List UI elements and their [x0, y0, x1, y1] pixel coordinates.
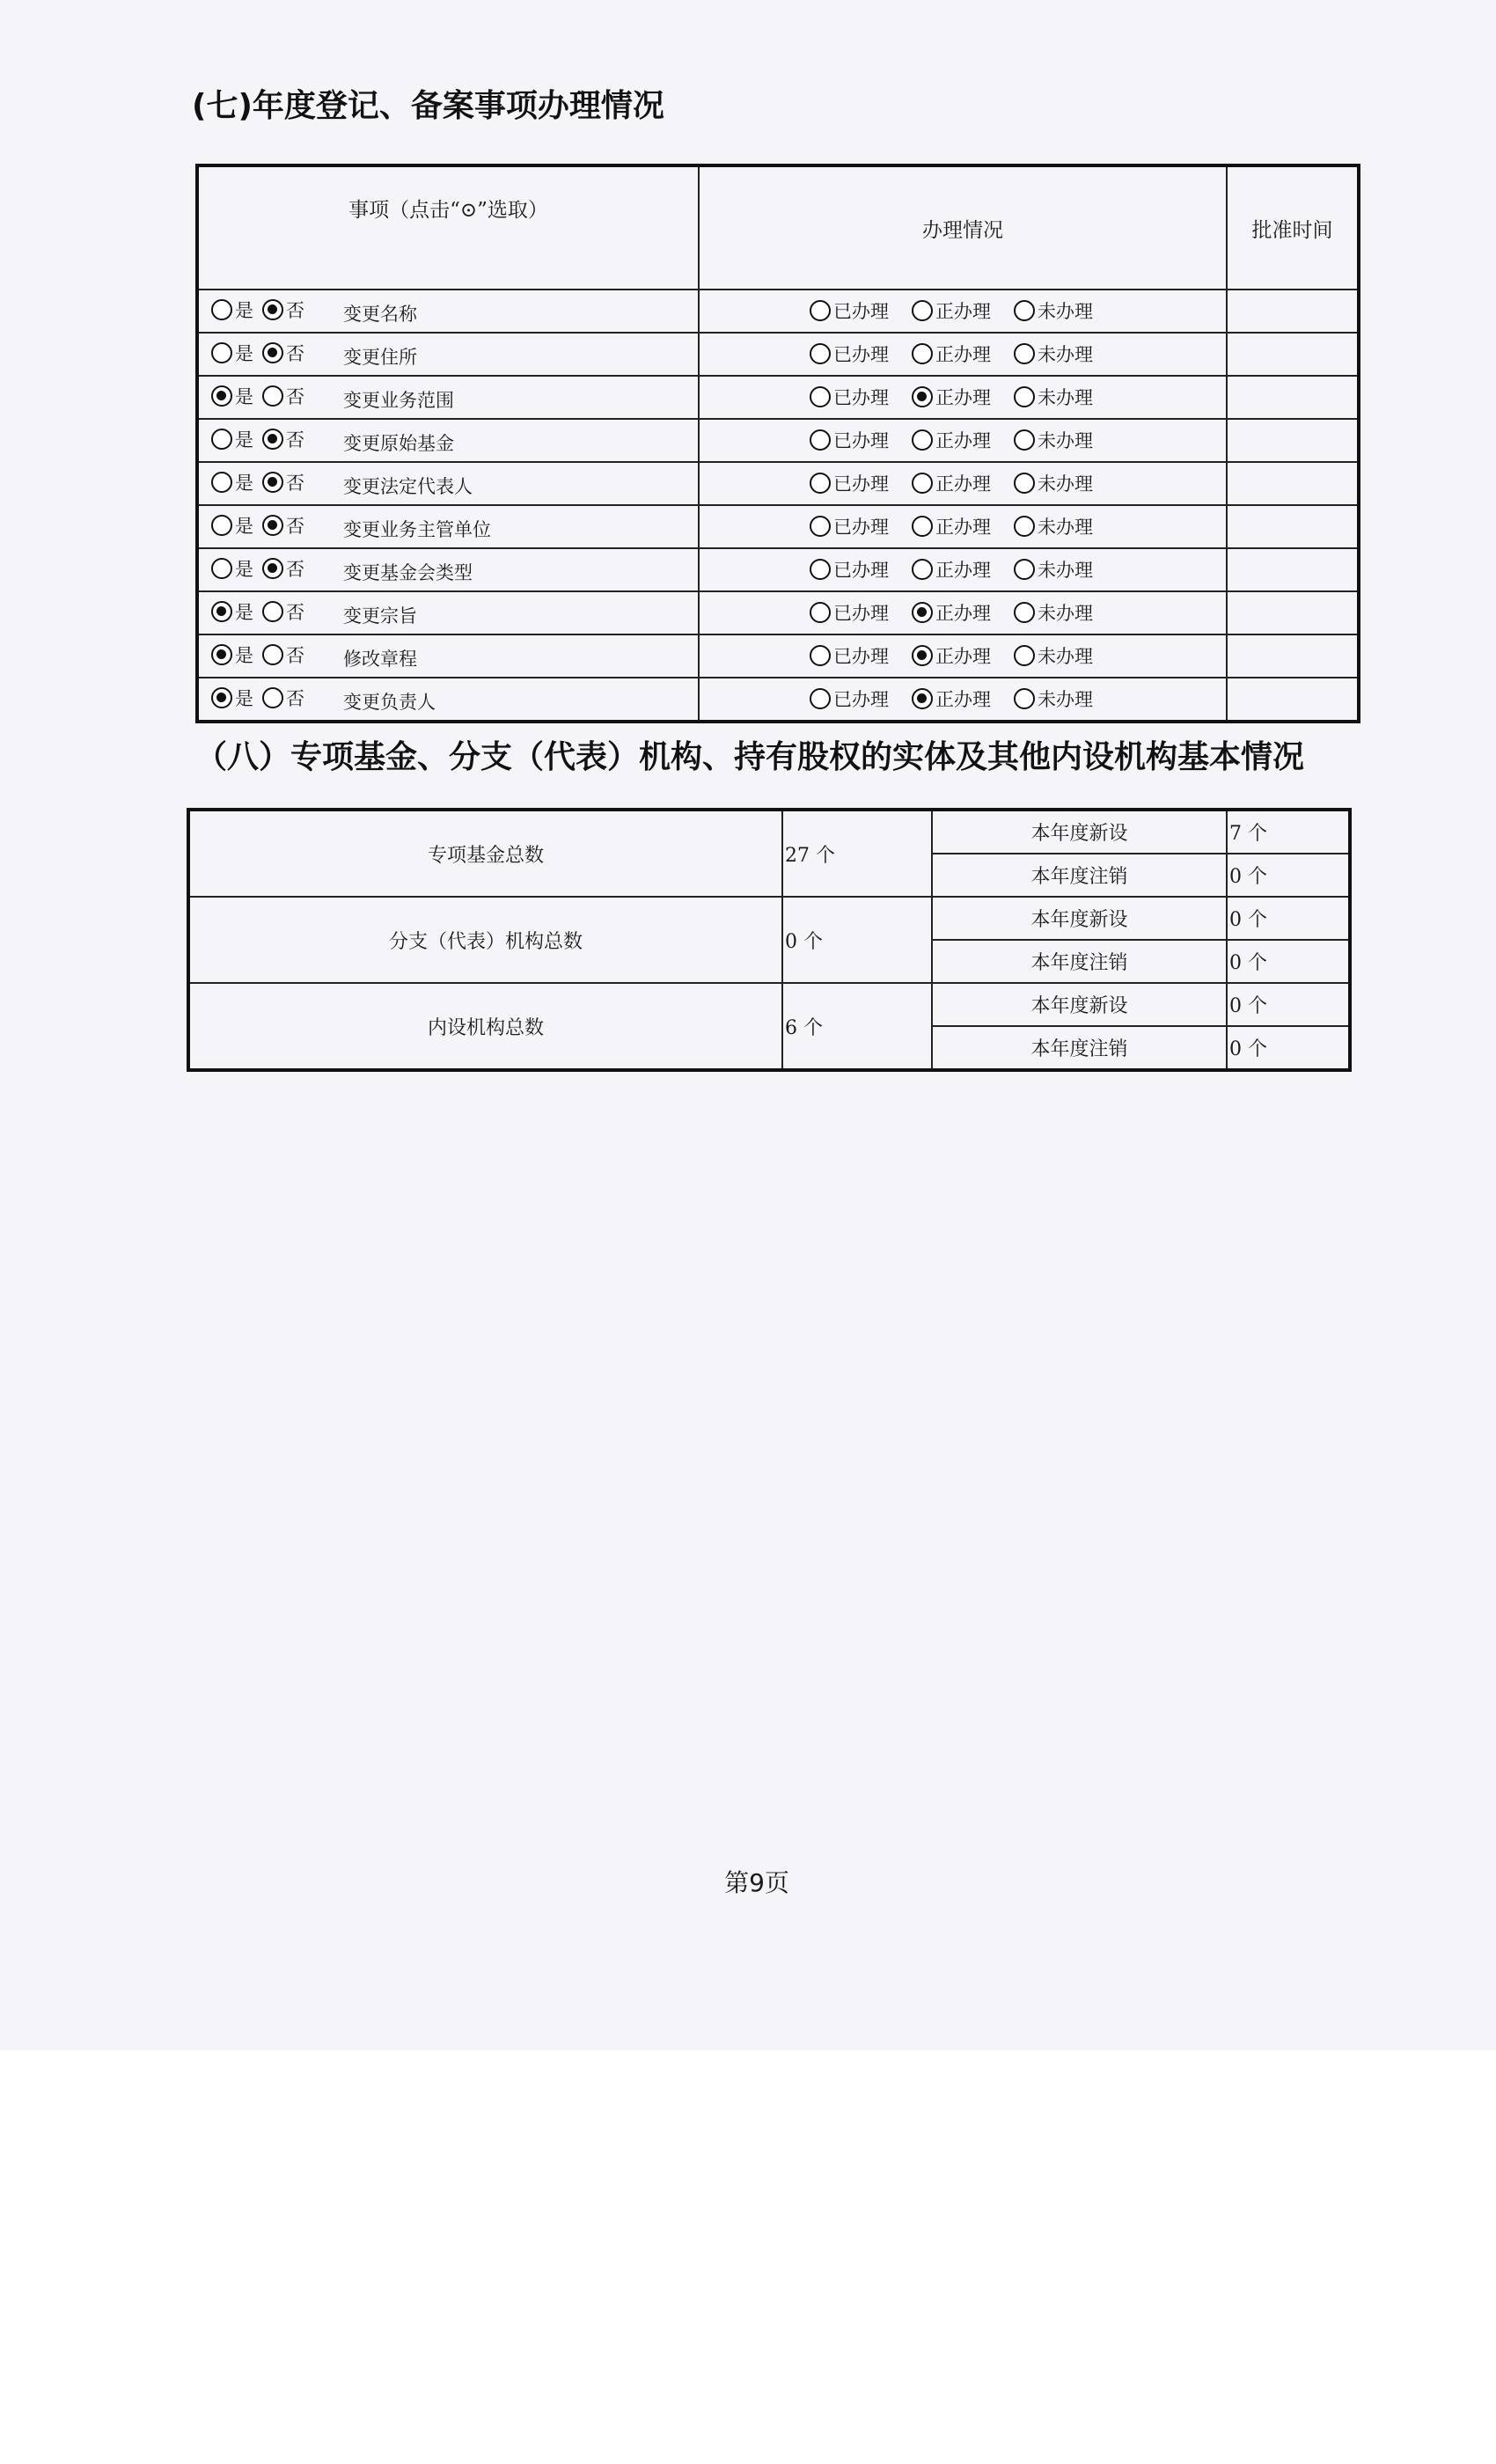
table-row — [197, 678, 1359, 722]
item-label: 变更业务主管单位 — [343, 518, 491, 540]
radio-selected-icon[interactable] — [912, 688, 933, 709]
status-in-progress-label: 正办理 — [935, 386, 991, 408]
status-done-radio[interactable] — [810, 556, 889, 583]
new-label: 本年度新设 — [932, 810, 1227, 854]
new-label: 本年度新设 — [932, 897, 1227, 940]
approval-time-cell — [1227, 462, 1359, 505]
status-not-done-radio[interactable] — [1014, 384, 1093, 410]
radio-empty-icon[interactable] — [1014, 602, 1035, 623]
radio-empty-icon[interactable] — [810, 602, 831, 623]
header-item: 事项（点击“⊙”选取） — [197, 165, 699, 290]
radio-empty-icon[interactable] — [1014, 559, 1035, 580]
radio-selected-icon[interactable] — [211, 644, 232, 665]
yes-label: 是 — [235, 299, 253, 321]
radio-empty-icon[interactable] — [211, 342, 232, 363]
item-label: 变更负责人 — [343, 691, 436, 713]
status-cell — [699, 591, 1227, 634]
yes-radio[interactable] — [211, 642, 253, 668]
radio-selected-icon[interactable] — [262, 472, 283, 493]
status-done-radio[interactable] — [810, 642, 889, 669]
radio-selected-icon[interactable] — [912, 645, 933, 666]
status-not-done-label: 未办理 — [1038, 559, 1093, 581]
no-label: 否 — [286, 515, 304, 537]
item-label: 变更业务范围 — [343, 389, 454, 411]
status-not-done-label: 未办理 — [1038, 645, 1093, 667]
item-label: 变更基金会类型 — [343, 561, 473, 583]
radio-selected-icon[interactable] — [211, 601, 232, 622]
cancel-label: 本年度注销 — [932, 940, 1227, 983]
no-radio[interactable] — [262, 469, 304, 495]
approval-time-cell — [1227, 591, 1359, 634]
approval-time-cell — [1227, 634, 1359, 678]
cancel-count: 0 个 — [1227, 940, 1350, 983]
status-in-progress-radio[interactable] — [912, 599, 991, 626]
no-radio[interactable] — [262, 297, 304, 323]
status-cell — [699, 678, 1227, 722]
no-label: 否 — [286, 687, 304, 709]
radio-empty-icon[interactable] — [912, 516, 933, 537]
approval-time-cell — [1227, 548, 1359, 591]
yes-radio[interactable] — [211, 555, 253, 582]
yes-label: 是 — [235, 601, 253, 623]
status-not-done-radio[interactable] — [1014, 427, 1093, 453]
radio-selected-icon[interactable] — [262, 299, 283, 320]
radio-selected-icon[interactable] — [262, 515, 283, 536]
yes-label: 是 — [235, 472, 253, 494]
radio-selected-icon[interactable] — [211, 687, 232, 708]
status-not-done-radio[interactable] — [1014, 513, 1093, 539]
header-status: 办理情况 — [699, 165, 1227, 290]
yes-radio[interactable] — [211, 426, 253, 452]
table-row — [197, 333, 1359, 376]
no-label: 否 — [286, 601, 304, 623]
status-not-done-label: 未办理 — [1038, 473, 1093, 495]
new-count: 0 个 — [1227, 983, 1350, 1026]
cancel-label: 本年度注销 — [932, 1026, 1227, 1070]
status-in-progress-radio[interactable] — [912, 384, 991, 410]
radio-empty-icon[interactable] — [1014, 473, 1035, 494]
group-total: 0 个 — [782, 897, 932, 983]
status-cell — [699, 290, 1227, 333]
table-row — [197, 419, 1359, 462]
status-in-progress-radio[interactable] — [912, 470, 991, 496]
status-done-radio[interactable] — [810, 470, 889, 496]
radio-empty-icon[interactable] — [211, 558, 232, 579]
radio-empty-icon[interactable] — [1014, 645, 1035, 666]
radio-empty-icon[interactable] — [912, 559, 933, 580]
item-cell — [197, 376, 699, 419]
item-label: 变更法定代表人 — [343, 475, 473, 497]
radio-empty-icon[interactable] — [1014, 516, 1035, 537]
status-in-progress-label: 正办理 — [935, 688, 991, 710]
new-count: 0 个 — [1227, 897, 1350, 940]
status-done-radio[interactable] — [810, 599, 889, 626]
radio-selected-icon[interactable] — [262, 342, 283, 363]
status-not-done-radio[interactable] — [1014, 686, 1093, 712]
status-done-label: 已办理 — [833, 559, 889, 581]
status-in-progress-radio[interactable] — [912, 297, 991, 324]
status-cell — [699, 548, 1227, 591]
yes-radio[interactable] — [211, 297, 253, 323]
radio-empty-icon[interactable] — [262, 385, 283, 407]
radio-empty-icon[interactable] — [810, 343, 831, 364]
status-in-progress-radio[interactable] — [912, 686, 991, 712]
item-label: 修改章程 — [343, 648, 417, 670]
status-not-done-radio[interactable] — [1014, 341, 1093, 367]
status-in-progress-radio[interactable] — [912, 341, 991, 367]
yes-radio[interactable] — [211, 469, 253, 495]
radio-empty-icon[interactable] — [810, 300, 831, 321]
institutions-table — [187, 808, 1352, 1072]
status-done-radio[interactable] — [810, 427, 889, 453]
no-label: 否 — [286, 472, 304, 494]
radio-empty-icon[interactable] — [1014, 386, 1035, 407]
new-count: 7 个 — [1227, 810, 1350, 854]
table-header-row — [197, 165, 1359, 290]
status-not-done-label: 未办理 — [1038, 429, 1093, 451]
approval-time-cell — [1227, 505, 1359, 548]
radio-empty-icon[interactable] — [211, 472, 232, 493]
section-8-title: （八）专项基金、分支（代表）机构、持有股权的实体及其他内设机构基本情况 — [195, 739, 1305, 775]
cancel-label: 本年度注销 — [932, 854, 1227, 897]
no-label: 否 — [286, 644, 304, 666]
item-cell — [197, 505, 699, 548]
table-row — [197, 290, 1359, 333]
status-not-done-radio[interactable] — [1014, 642, 1093, 669]
new-label: 本年度新设 — [932, 983, 1227, 1026]
status-not-done-radio[interactable] — [1014, 599, 1093, 626]
group-total: 6 个 — [782, 983, 932, 1070]
status-done-radio[interactable] — [810, 384, 889, 410]
radio-selected-icon[interactable] — [211, 385, 232, 407]
registration-items-table — [195, 164, 1360, 723]
item-cell — [197, 678, 699, 722]
radio-empty-icon[interactable] — [810, 516, 831, 537]
status-in-progress-radio[interactable] — [912, 513, 991, 539]
status-done-label: 已办理 — [833, 386, 889, 408]
status-cell — [699, 505, 1227, 548]
status-not-done-radio[interactable] — [1014, 470, 1093, 496]
radio-empty-icon[interactable] — [810, 473, 831, 494]
yes-label: 是 — [235, 429, 253, 451]
item-cell — [197, 333, 699, 376]
yes-radio[interactable] — [211, 512, 253, 539]
radio-empty-icon[interactable] — [912, 429, 933, 451]
status-done-radio[interactable] — [810, 297, 889, 324]
status-in-progress-label: 正办理 — [935, 516, 991, 538]
item-cell — [197, 548, 699, 591]
group-total: 27 个 — [782, 810, 932, 897]
status-cell — [699, 376, 1227, 419]
status-cell — [699, 419, 1227, 462]
radio-empty-icon[interactable] — [1014, 343, 1035, 364]
radio-selected-icon[interactable] — [262, 558, 283, 579]
status-in-progress-radio[interactable] — [912, 642, 991, 669]
item-cell — [197, 591, 699, 634]
group-label: 分支（代表）机构总数 — [188, 897, 782, 983]
status-done-label: 已办理 — [833, 300, 889, 322]
no-radio[interactable] — [262, 555, 304, 582]
status-not-done-label: 未办理 — [1038, 300, 1093, 322]
approval-time-cell — [1227, 333, 1359, 376]
status-done-label: 已办理 — [833, 343, 889, 365]
table-row — [188, 897, 1350, 940]
yes-label: 是 — [235, 687, 253, 709]
status-in-progress-label: 正办理 — [935, 559, 991, 581]
status-not-done-radio[interactable] — [1014, 556, 1093, 583]
status-cell — [699, 333, 1227, 376]
status-done-radio[interactable] — [810, 686, 889, 712]
yes-radio[interactable] — [211, 383, 253, 409]
yes-label: 是 — [235, 515, 253, 537]
no-label: 否 — [286, 429, 304, 451]
no-radio[interactable] — [262, 598, 304, 625]
item-cell — [197, 419, 699, 462]
table-row — [197, 634, 1359, 678]
item-label: 变更名称 — [343, 303, 417, 325]
status-not-done-label: 未办理 — [1038, 386, 1093, 408]
item-cell — [197, 634, 699, 678]
radio-empty-icon[interactable] — [262, 644, 283, 665]
no-radio[interactable] — [262, 340, 304, 366]
radio-empty-icon[interactable] — [810, 386, 831, 407]
yes-radio[interactable] — [211, 685, 253, 711]
approval-time-cell — [1227, 419, 1359, 462]
radio-empty-icon[interactable] — [912, 343, 933, 364]
radio-empty-icon[interactable] — [1014, 688, 1035, 709]
status-done-radio[interactable] — [810, 513, 889, 539]
table-row — [188, 983, 1350, 1026]
approval-time-cell — [1227, 376, 1359, 419]
radio-empty-icon[interactable] — [810, 688, 831, 709]
page-number: 第9页 — [724, 1868, 789, 1897]
status-in-progress-radio[interactable] — [912, 427, 991, 453]
status-not-done-label: 未办理 — [1038, 602, 1093, 624]
status-not-done-label: 未办理 — [1038, 688, 1093, 710]
status-in-progress-label: 正办理 — [935, 645, 991, 667]
item-cell — [197, 290, 699, 333]
yes-radio[interactable] — [211, 340, 253, 366]
section-7-title: (七)年度登记、备案事项办理情况 — [192, 88, 664, 124]
approval-time-cell — [1227, 678, 1359, 722]
status-cell — [699, 634, 1227, 678]
item-label: 变更住所 — [343, 346, 417, 368]
radio-empty-icon[interactable] — [1014, 300, 1035, 321]
radio-empty-icon[interactable] — [262, 687, 283, 708]
status-not-done-label: 未办理 — [1038, 343, 1093, 365]
radio-empty-icon[interactable] — [211, 515, 232, 536]
radio-empty-icon[interactable] — [262, 601, 283, 622]
table-row — [197, 462, 1359, 505]
status-not-done-label: 未办理 — [1038, 516, 1093, 538]
status-in-progress-label: 正办理 — [935, 473, 991, 495]
group-label: 内设机构总数 — [188, 983, 782, 1070]
radio-empty-icon[interactable] — [912, 473, 933, 494]
no-radio[interactable] — [262, 426, 304, 452]
yes-label: 是 — [235, 644, 253, 666]
status-done-radio[interactable] — [810, 341, 889, 367]
group-label: 专项基金总数 — [188, 810, 782, 897]
no-label: 否 — [286, 299, 304, 321]
no-label: 否 — [286, 385, 304, 407]
status-in-progress-label: 正办理 — [935, 602, 991, 624]
status-done-label: 已办理 — [833, 429, 889, 451]
radio-empty-icon[interactable] — [912, 300, 933, 321]
no-radio[interactable] — [262, 642, 304, 668]
radio-empty-icon[interactable] — [1014, 429, 1035, 451]
item-label: 变更宗旨 — [343, 605, 417, 627]
status-in-progress-label: 正办理 — [935, 343, 991, 365]
no-label: 否 — [286, 558, 304, 580]
radio-selected-icon[interactable] — [912, 386, 933, 407]
radio-empty-icon[interactable] — [211, 299, 232, 320]
yes-label: 是 — [235, 342, 253, 364]
table-row — [197, 505, 1359, 548]
status-in-progress-label: 正办理 — [935, 429, 991, 451]
radio-empty-icon[interactable] — [810, 645, 831, 666]
no-radio[interactable] — [262, 512, 304, 539]
status-done-label: 已办理 — [833, 645, 889, 667]
table-row — [197, 591, 1359, 634]
table-row — [188, 810, 1350, 854]
cancel-count: 0 个 — [1227, 854, 1350, 897]
radio-selected-icon[interactable] — [912, 602, 933, 623]
header-approval-time: 批准时间 — [1227, 165, 1359, 290]
yes-radio[interactable] — [211, 598, 253, 625]
no-label: 否 — [286, 342, 304, 364]
yes-label: 是 — [235, 385, 253, 407]
radio-selected-icon[interactable] — [262, 429, 283, 450]
table-row — [197, 376, 1359, 419]
status-done-label: 已办理 — [833, 602, 889, 624]
status-done-label: 已办理 — [833, 688, 889, 710]
no-radio[interactable] — [262, 383, 304, 409]
status-done-label: 已办理 — [833, 516, 889, 538]
cancel-count: 0 个 — [1227, 1026, 1350, 1070]
radio-empty-icon[interactable] — [211, 429, 232, 450]
status-in-progress-label: 正办理 — [935, 300, 991, 322]
table-row — [197, 548, 1359, 591]
item-cell — [197, 462, 699, 505]
status-done-label: 已办理 — [833, 473, 889, 495]
status-cell — [699, 462, 1227, 505]
radio-empty-icon[interactable] — [810, 559, 831, 580]
yes-label: 是 — [235, 558, 253, 580]
approval-time-cell — [1227, 290, 1359, 333]
status-in-progress-radio[interactable] — [912, 556, 991, 583]
radio-empty-icon[interactable] — [810, 429, 831, 451]
no-radio[interactable] — [262, 685, 304, 711]
item-label: 变更原始基金 — [343, 432, 454, 454]
status-not-done-radio[interactable] — [1014, 297, 1093, 324]
